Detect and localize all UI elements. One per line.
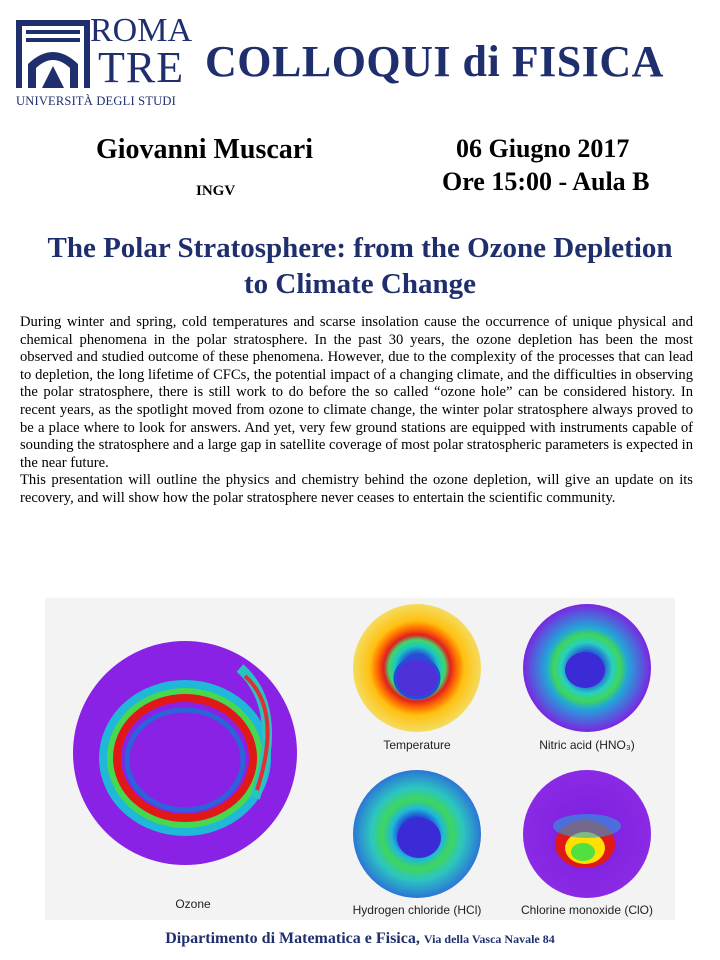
logo-university-text: UNIVERSITÀ DEGLI STUDI bbox=[16, 94, 176, 108]
page-title: COLLOQUI di FISICA bbox=[205, 37, 664, 86]
footer bbox=[0, 930, 720, 948]
talk-title-line2: to Climate Change bbox=[244, 268, 476, 300]
university-logo bbox=[14, 12, 193, 110]
logo-roma-text: ROMA bbox=[90, 12, 193, 49]
polar-maps-image bbox=[45, 598, 675, 920]
temperature-label: Temperature bbox=[383, 738, 451, 752]
footer-address: Via della Vasca Navale 84 bbox=[423, 932, 555, 946]
event-date: 06 Giugno 2017 bbox=[456, 134, 630, 163]
polar-maps-figure bbox=[45, 598, 675, 920]
nitric-acid-label: Nitric acid (HNO₃) bbox=[539, 738, 635, 752]
talk-title bbox=[0, 230, 720, 302]
talk-title-line1: The Polar Stratosphere: from the Ozone Depletion bbox=[47, 232, 673, 264]
arch-logo-icon bbox=[14, 18, 92, 90]
logo-tre-text: TRE bbox=[98, 43, 185, 92]
speaker-name: Giovanni Muscari bbox=[96, 134, 314, 165]
hydrogen-chloride-label: Hydrogen chloride (HCl) bbox=[352, 903, 482, 917]
abstract-paragraph-2: This presentation will outline the physics and chemistry behind the ozone depletion, will give an update on its recovery, and will show how the polar stratosphere never ceases to entertain the scientific community. bbox=[20, 472, 693, 506]
chlorine-monoxide-label: Chlorine monoxide (ClO) bbox=[520, 903, 654, 917]
ozone-label: Ozone bbox=[175, 897, 211, 911]
abstract bbox=[20, 314, 693, 508]
abstract-paragraph-1: During winter and spring, cold temperatures and scarse insolation cause the occurrence of unique physical and chemical phenomena in the polar stratosphere. In the past 30 years, the ozone depletion has been the most observed and studied outcome of these phenomena. However, due to the complexity of the processes that can lead to depletion, the long lifetime of CFCs, the potential impact of a changing climate, and the difficulties in observing the polar stratosphere, there is still work to do before the so called “ozone hole” can be considered history. In recent years, as the spotlight moved from ozone to climate change, the winter polar stratosphere always proved to be a place where to look for answers. And yet, very few ground stations are equipped with instruments capable of sounding the stratosphere and a large gap in satellite coverage of most polar stratospheric parameters is expected in the near future. bbox=[20, 314, 693, 471]
event-time-room: Ore 15:00 - Aula B bbox=[442, 167, 650, 196]
speaker-affiliation: INGV bbox=[196, 183, 236, 199]
footer-department: Dipartimento di Matematica e Fisica, bbox=[165, 930, 420, 947]
